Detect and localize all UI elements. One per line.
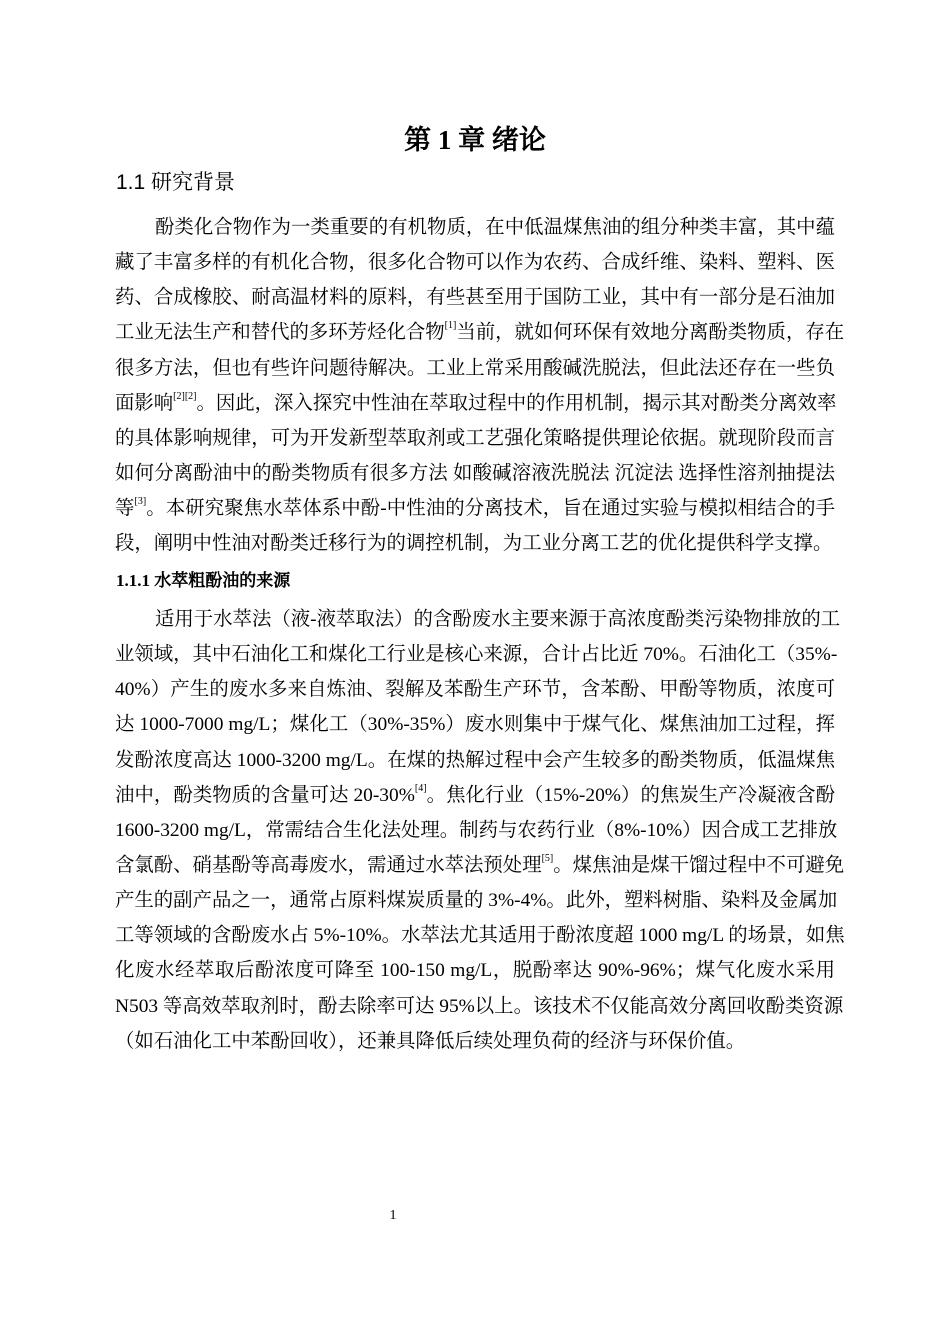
chapter-title: 第 1 章 绪论 [404, 125, 546, 155]
text-segment: 工等领域的含酚废水占 5%-10%。水萃法尤其适用于酚浓度超 1000 mg/L 的场景，如焦 [115, 925, 845, 947]
text-segment: （如石油化工中苯酚回收），还兼具降低后续处理负荷的经济与环保价值。 [115, 1030, 746, 1052]
text-line [115, 421, 835, 456]
text-segment: 达 1000-7000 mg/L；煤化工（30%-35%）废水则集中于煤气化、煤焦油加工过程，挥 [115, 714, 835, 736]
text-line [115, 210, 835, 245]
text-segment: 酚类化合物作为一类重要的有机物质，在中低温煤焦油的组分种类丰富，其中蕴 [155, 217, 835, 238]
text-segment: 业领域，其中石油化工和煤化工行业是核心来源，合计占比近 70%。石油化工（35%- [115, 644, 838, 666]
text-segment: 很多方法，但也有些许问题待解决。工业上常采用酸碱洗脱法，但此法还存在一些负 [115, 357, 835, 379]
text-segment: 。本研究聚焦水萃体系中酚-中性油的分离技术，旨在通过实验与模拟相结合的手 [146, 498, 835, 520]
text-segment: 当前，就如何环保有效地分离酚类物质，存在 [456, 322, 845, 344]
text-segment: 40%）产生的废水多来自炼油、裂解及苯酚生产环节，含苯酚、甲酚等物质，浓度可 [115, 679, 835, 701]
text-segment: 发酚浓度高达 1000-3200 mg/L。在煤的热解过程中会产生较多的酚类物质，低温煤焦 [115, 749, 835, 771]
text-line [115, 743, 835, 778]
text-segment: 产生的副产品之一，通常占原料煤炭质量的 3%-4%。此外，塑料树脂、染料及金属加 [115, 890, 838, 912]
citation-ref: [5] [541, 852, 554, 864]
text-segment: 药、合成橡胶、耐高温材料的原料，有些甚至用于国防工业，其中有一部分是石油加 [115, 287, 835, 309]
text-segment: 。煤焦油是煤干馏过程中不可避免 [553, 854, 845, 876]
text-segment: 含氯酚、硝基酚等高毒废水，需通过水萃法预处理 [115, 854, 542, 876]
text-segment: 适用于水萃法（液-液萃取法）的含酚废水主要来源于高浓度酚类污染物排放的工 [155, 609, 841, 630]
text-segment: 段，阐明中性油对酚类迁移行为的调控机制，为工业分离工艺的优化提供科学支撑。 [115, 533, 833, 555]
text-line [115, 989, 844, 1024]
text-segment: 工业无法生产和替代的多环芳烃化合物 [115, 322, 445, 344]
text-line [115, 813, 838, 848]
text-segment: 1600-3200 mg/L，常需结合生化法处理。制药与农药行业（8%-10%）因合成工艺排放 [115, 819, 838, 841]
citation-ref: [3] [134, 496, 147, 508]
text-line [115, 707, 835, 742]
paragraph-phenol-source [115, 602, 845, 1059]
text-line [115, 918, 845, 953]
text-segment: 。焦化行业（15%-20%）的焦炭生产冷凝液含酚 [426, 784, 835, 806]
text-line [115, 315, 845, 350]
subsection-title: 1.1.1 水萃粗酚油的来源 [116, 571, 291, 590]
text-segment: 面影响 [115, 392, 174, 414]
text-line [115, 602, 841, 637]
text-line [115, 351, 835, 386]
citation-ref: [4] [414, 782, 427, 794]
text-line [115, 672, 835, 707]
text-line [115, 953, 835, 988]
text-line [115, 456, 835, 491]
text-line [115, 386, 835, 421]
text-segment: 等 [115, 498, 135, 520]
text-line [115, 526, 835, 561]
text-segment: 油中，酚类物质的含量可达 20-30% [115, 784, 415, 806]
text-line [115, 848, 845, 883]
text-line [115, 491, 835, 526]
text-line [115, 245, 835, 280]
text-segment: 化废水经萃取后酚浓度可降至 100-150 mg/L，脱酚率达 90%-96%；煤气化废水采用 [115, 960, 835, 982]
paragraph-background [115, 210, 845, 561]
text-line [115, 280, 835, 315]
section-title: 1.1 研究背景 [116, 171, 236, 194]
citation-ref: [1] [444, 320, 457, 332]
text-line [115, 883, 838, 918]
text-line [115, 1024, 835, 1059]
page-number: 1 [389, 1208, 397, 1223]
citation-ref: [2][2] [173, 390, 197, 402]
text-segment: 如何分离酚油中的酚类物质有很多方法 如酸碱溶液洗脱法 沉淀法 选择性溶剂抽提法 [115, 462, 835, 484]
text-line [115, 637, 838, 672]
text-segment: 。因此，深入探究中性油在萃取过程中的作用机制，揭示其对酚类分离效率 [196, 392, 837, 414]
text-segment: N503 等高效萃取剂时，酚去除率可达 95%以上。该技术不仅能高效分离回收酚类资源 [115, 995, 844, 1017]
text-line [115, 778, 835, 813]
text-segment: 的具体影响规律，可为开发新型萃取剂或工艺强化策略提供理论依据。就现阶段而言 [115, 427, 835, 449]
text-segment: 藏了丰富多样的有机化合物，很多化合物可以作为农药、合成纤维、染料、塑料、医 [115, 252, 835, 274]
